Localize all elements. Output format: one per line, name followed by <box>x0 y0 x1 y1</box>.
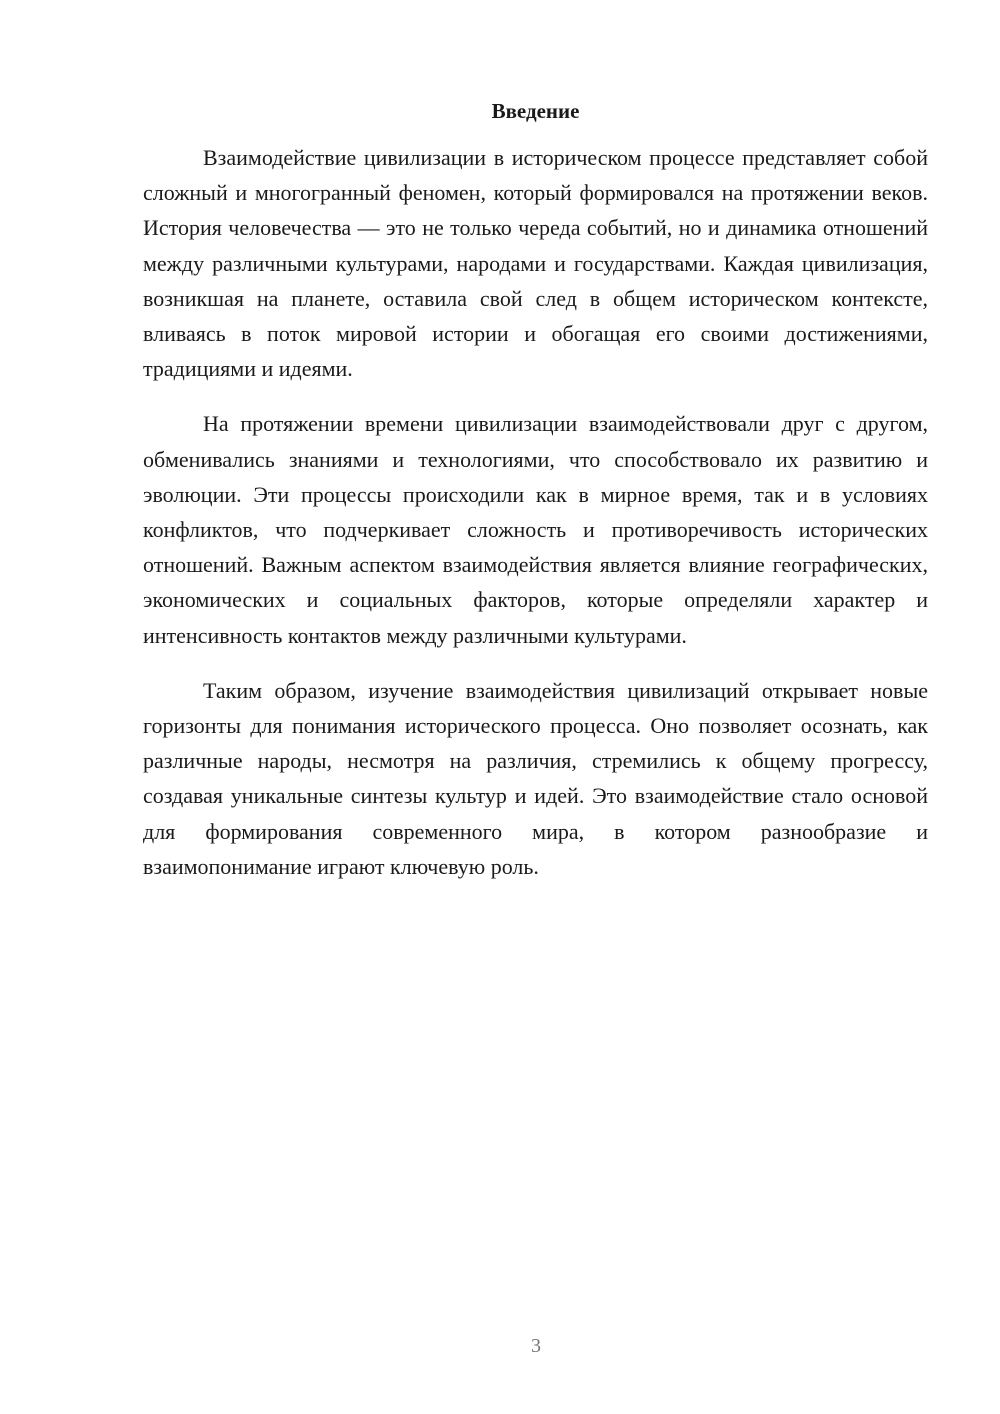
paragraph-1: Взаимодействие цивилизации в историческом процессе представляет собой сложный и многогранный феномен, который формировался на протяжении веков. История человечества — это не только череда событий, но и динамика отношений между различными культурами, народами и государствами. Каждая цивилизация, возникшая на планете, оставила свой след в общем историческом контексте, вливаясь в поток мировой истории и обогащая его своими достижениями, традициями и идеями. <box>143 145 928 382</box>
page-number: 3 <box>531 1335 541 1357</box>
paragraph-3: Таким образом, изучение взаимодействия цивилизаций открывает новые горизонты для понимания исторического процесса. Оно позволяет осознать, как различные народы, несмотря на различия, стремились к общему прогрессу, создавая уникальные синтезы культур и идей. Это взаимодействие стало основой для формирования современного мира, в котором разнообразие и взаимопонимание играют ключевую роль. <box>143 677 928 879</box>
page-content <box>143 96 928 884</box>
section-title: Введение <box>491 99 580 123</box>
paragraph-2: На протяжении времени цивилизации взаимодействовали друг с другом, обменивались знаниями и технологиями, что способствовало их развитию и эволюции. Эти процессы происходили как в мирное время, так и в условиях конфликтов, что подчеркивает сложность и противоречивость исторических отношений. Важным аспектом взаимодействия является влияние географических, экономических и социальных факторов, которые определяли характер и интенсивность контактов между различными культурами. <box>143 411 928 648</box>
